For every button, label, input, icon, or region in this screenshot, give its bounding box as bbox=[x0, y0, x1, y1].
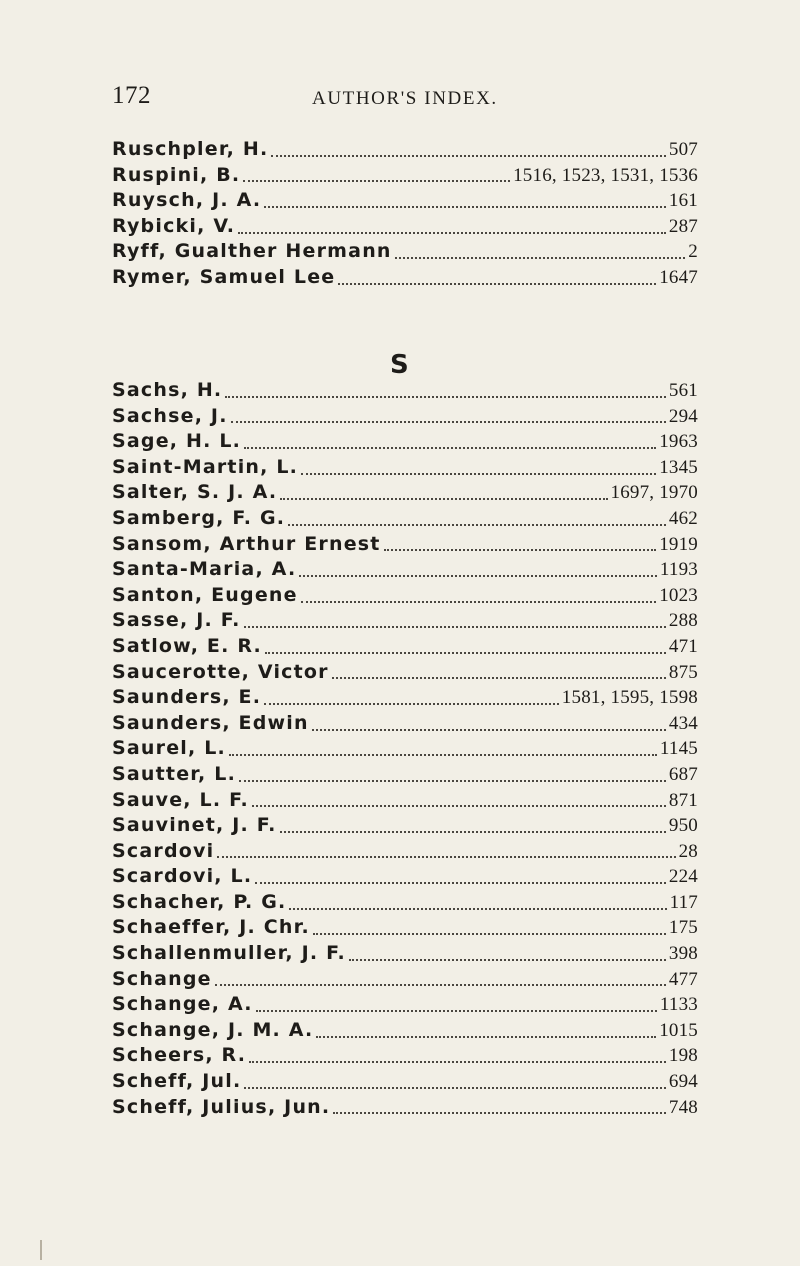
dot-leader bbox=[264, 206, 666, 208]
dot-leader bbox=[244, 1087, 665, 1089]
dot-leader bbox=[349, 959, 666, 961]
author-name: Sautter, L. bbox=[112, 762, 237, 785]
page-refs: 462 bbox=[668, 507, 698, 529]
author-name: Saurel, L. bbox=[112, 737, 226, 760]
page-refs: 198 bbox=[668, 1045, 698, 1067]
page-refs: 1133 bbox=[659, 994, 698, 1016]
author-name: Scheff, Julius, Jun. bbox=[112, 1095, 331, 1118]
dot-leader bbox=[312, 729, 666, 731]
author-name: Samberg, F. G. bbox=[112, 506, 286, 529]
page-refs: 224 bbox=[668, 866, 698, 888]
index-entry bbox=[112, 404, 698, 430]
page-refs: 1145 bbox=[659, 738, 698, 760]
author-name: Saunders, E. bbox=[112, 686, 262, 709]
dot-leader bbox=[225, 396, 666, 398]
dot-leader bbox=[299, 575, 657, 577]
page-refs: 1516, 1523, 1531, 1536 bbox=[513, 164, 698, 186]
running-head: AUTHOR'S INDEX. bbox=[312, 88, 498, 109]
index-entry bbox=[112, 685, 698, 711]
author-name: Schallenmuller, J. F. bbox=[112, 942, 346, 965]
index-entry bbox=[112, 480, 698, 506]
page-refs: 477 bbox=[668, 968, 698, 990]
dot-leader bbox=[280, 831, 666, 833]
page-refs: 1345 bbox=[659, 456, 698, 478]
author-name: Sachs, H. bbox=[112, 379, 223, 401]
page-refs: 1919 bbox=[659, 533, 698, 555]
author-name: Sansom, Arthur Ernest bbox=[112, 532, 381, 555]
dot-leader bbox=[301, 601, 656, 603]
page-number: 172 bbox=[112, 82, 151, 109]
dot-leader bbox=[280, 498, 607, 500]
dot-leader bbox=[215, 984, 666, 986]
page-refs: 1023 bbox=[659, 584, 698, 606]
author-name: Scardovi bbox=[112, 839, 215, 862]
page-refs: 288 bbox=[668, 610, 698, 632]
author-name: Schange, A. bbox=[112, 993, 253, 1016]
dot-leader bbox=[384, 549, 657, 551]
dot-leader bbox=[239, 780, 666, 782]
dot-leader bbox=[271, 155, 666, 157]
index-entry bbox=[112, 890, 698, 916]
dot-leader bbox=[238, 232, 666, 234]
page-refs: 748 bbox=[668, 1096, 698, 1118]
index-entry bbox=[112, 915, 698, 941]
index-entry bbox=[112, 1069, 698, 1095]
dot-leader bbox=[395, 257, 686, 259]
page-refs: 1193 bbox=[659, 559, 698, 581]
index-entry bbox=[112, 583, 698, 609]
author-name: Scheff, Jul. bbox=[112, 1070, 242, 1093]
dot-leader bbox=[243, 180, 510, 182]
index-entry bbox=[112, 634, 698, 660]
dot-leader bbox=[217, 856, 675, 858]
index-entry bbox=[112, 864, 698, 890]
dot-leader bbox=[255, 882, 666, 884]
index-entry bbox=[112, 1095, 698, 1121]
author-name: Schange, J. M. A. bbox=[112, 1018, 314, 1041]
page-refs: 175 bbox=[668, 917, 698, 939]
index-entry bbox=[112, 137, 698, 163]
index-entry bbox=[112, 660, 698, 686]
page-refs: 1647 bbox=[659, 266, 698, 288]
author-name: Sasse, J. F. bbox=[112, 609, 241, 632]
dot-leader bbox=[316, 1036, 656, 1038]
index-entry bbox=[112, 992, 698, 1018]
author-name: Saucerotte, Victor bbox=[112, 660, 329, 683]
index-entry bbox=[112, 239, 698, 265]
index-entry bbox=[112, 711, 698, 737]
author-name: Ruysch, J. A. bbox=[112, 189, 262, 212]
dot-leader bbox=[244, 447, 656, 449]
index-entry bbox=[112, 941, 698, 967]
page-refs: 434 bbox=[668, 712, 698, 734]
dot-leader bbox=[229, 754, 657, 756]
index-entry bbox=[112, 967, 698, 993]
page-refs: 507 bbox=[668, 139, 698, 160]
index-entry bbox=[112, 1018, 698, 1044]
page-refs: 687 bbox=[668, 763, 698, 785]
author-name: Schacher, P. G. bbox=[112, 890, 287, 913]
index-entry bbox=[112, 532, 698, 558]
dot-leader bbox=[301, 473, 656, 475]
dot-leader bbox=[289, 908, 666, 910]
author-name: Sage, H. L. bbox=[112, 430, 242, 453]
dot-leader bbox=[252, 805, 666, 807]
dot-leader bbox=[313, 933, 666, 935]
author-name: Sauve, L. F. bbox=[112, 788, 249, 811]
index-entry bbox=[112, 608, 698, 634]
author-name: Salter, S. J. A. bbox=[112, 481, 278, 504]
author-name: Sauvinet, J. F. bbox=[112, 814, 277, 837]
index-entry bbox=[112, 214, 698, 240]
paper-mark bbox=[40, 1240, 42, 1260]
dot-leader bbox=[333, 1112, 666, 1114]
index-entry bbox=[112, 557, 698, 583]
page-refs: 871 bbox=[668, 789, 698, 811]
author-name: Ruspini, B. bbox=[112, 163, 241, 186]
author-name: Ryff, Gualther Hermann bbox=[112, 240, 392, 263]
page-refs: 117 bbox=[669, 891, 698, 913]
dot-leader bbox=[244, 626, 666, 628]
author-name: Rybicki, V. bbox=[112, 214, 236, 237]
index-entry bbox=[112, 762, 698, 788]
dot-leader bbox=[231, 421, 666, 423]
page-refs: 1581, 1595, 1598 bbox=[561, 687, 698, 709]
dot-leader bbox=[288, 524, 666, 526]
page-refs: 875 bbox=[668, 661, 698, 683]
author-name: Saunders, Edwin bbox=[112, 711, 309, 734]
index-entry bbox=[112, 1043, 698, 1069]
author-name: Ruschpler, H. bbox=[112, 138, 269, 160]
page-refs: 950 bbox=[668, 815, 698, 837]
dot-leader bbox=[264, 703, 559, 705]
index-entry bbox=[112, 506, 698, 532]
dot-leader bbox=[332, 677, 666, 679]
author-name: Sachse, J. bbox=[112, 404, 228, 427]
section-letter: S bbox=[390, 350, 409, 380]
index-entry bbox=[112, 788, 698, 814]
page-refs: 161 bbox=[668, 190, 698, 212]
author-name: Scardovi, L. bbox=[112, 865, 253, 888]
dot-leader bbox=[249, 1061, 666, 1063]
dot-leader bbox=[256, 1010, 657, 1012]
index-entry bbox=[112, 839, 698, 865]
author-name: Scheers, R. bbox=[112, 1044, 247, 1067]
page-refs: 398 bbox=[668, 943, 698, 965]
index-entry bbox=[112, 163, 698, 189]
author-name: Santa-Maria, A. bbox=[112, 558, 297, 581]
page-refs: 561 bbox=[668, 380, 698, 401]
author-name: Schaeffer, J. Chr. bbox=[112, 916, 310, 939]
author-name: Satlow, E. R. bbox=[112, 634, 262, 657]
page-refs: 694 bbox=[668, 1071, 698, 1093]
index-entry bbox=[112, 813, 698, 839]
dot-leader bbox=[338, 283, 656, 285]
page-refs: 1697, 1970 bbox=[610, 482, 698, 504]
index-entry bbox=[112, 736, 698, 762]
page-refs: 471 bbox=[668, 635, 698, 657]
page-refs: 2 bbox=[688, 241, 698, 263]
index-entry bbox=[112, 455, 698, 481]
entry-list-s bbox=[112, 378, 698, 1120]
author-name: Rymer, Samuel Lee bbox=[112, 265, 336, 288]
author-name: Santon, Eugene bbox=[112, 583, 298, 606]
index-entry bbox=[112, 188, 698, 214]
entry-list-r bbox=[112, 137, 698, 291]
author-name: Schange bbox=[112, 967, 212, 990]
page-refs: 294 bbox=[668, 405, 698, 427]
page-refs: 287 bbox=[668, 215, 698, 237]
author-name: Saint-Martin, L. bbox=[112, 455, 299, 478]
dot-leader bbox=[265, 652, 666, 654]
index-entry bbox=[112, 265, 698, 291]
index-entry bbox=[112, 378, 698, 404]
page-refs: 1015 bbox=[659, 1019, 698, 1041]
page-refs: 28 bbox=[678, 840, 698, 862]
page-refs: 1963 bbox=[659, 431, 698, 453]
index-entry bbox=[112, 429, 698, 455]
